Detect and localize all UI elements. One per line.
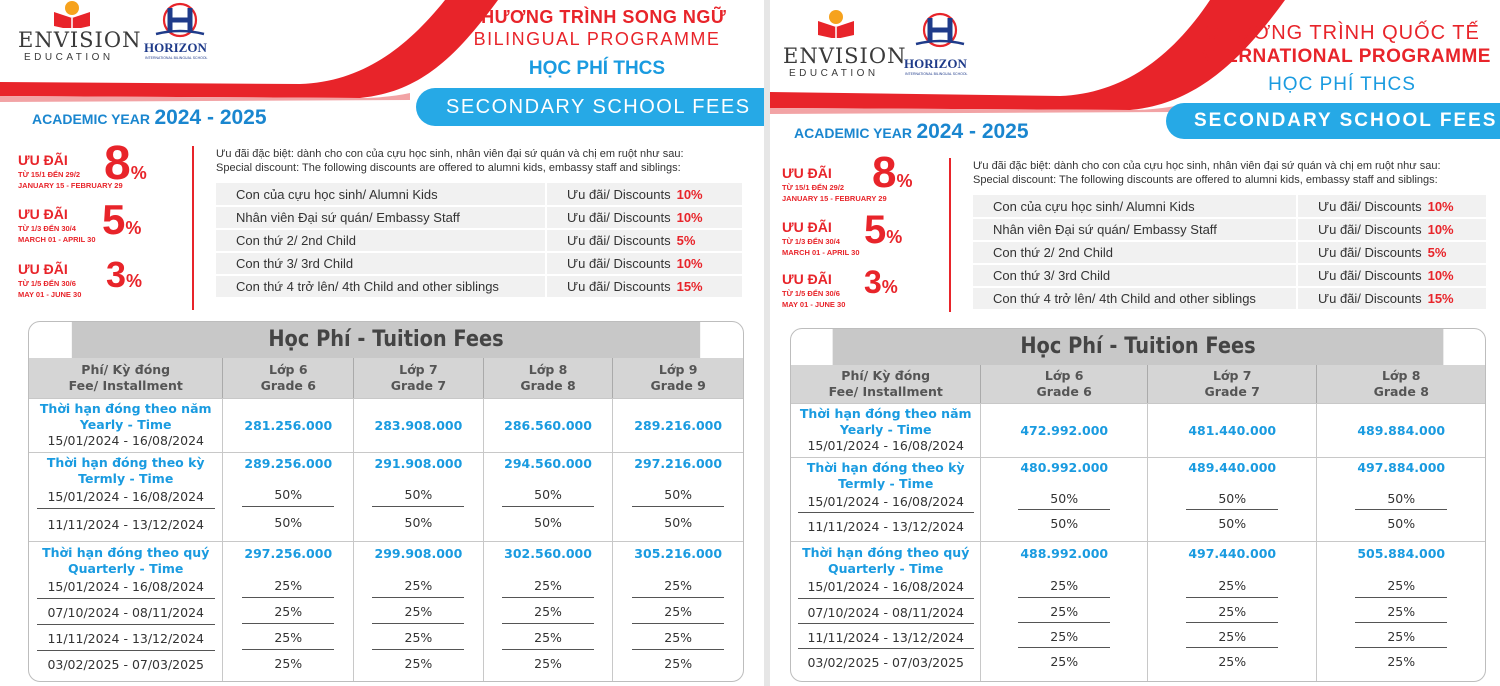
envision-book-icon	[52, 0, 92, 28]
fee-banner: SECONDARY SCHOOL FEES	[416, 88, 764, 126]
quarterly-amount: 305.216.000	[634, 546, 723, 561]
discount-intro	[973, 159, 1441, 187]
termly-pct: 50%	[1387, 516, 1416, 531]
termly-amount: 297.216.000	[634, 456, 723, 471]
fee-banner: SECONDARY SCHOOL FEES	[1166, 103, 1500, 139]
academic-year-value: 2024 - 2025	[916, 120, 1029, 143]
yearly-title-vn: Thời hạn đóng theo năm	[39, 401, 212, 416]
international-fee-sheet	[770, 0, 1500, 686]
header-grade-6: Lớp 6 Grade 6	[222, 358, 353, 398]
promo-1	[18, 137, 168, 195]
envision-sub: EDUCATION	[789, 68, 879, 79]
yearly-amount-g7: 481.440.000	[1147, 404, 1317, 457]
academic-year	[32, 106, 267, 130]
discount-name: Con của cựu học sinh/ Alumni Kids	[216, 183, 546, 206]
quarterly-amount: 297.256.000	[244, 546, 333, 561]
termly-pct: 50%	[502, 487, 594, 507]
academic-year-value: 2024 - 2025	[154, 106, 267, 129]
yearly-label	[791, 404, 980, 457]
horizon-sub: INTERNATIONAL BILINGUAL SCHOOL	[145, 56, 208, 60]
header-grade-6: Lớp 6 Grade 6	[980, 365, 1147, 403]
promo-title: ƯU ĐÃI	[18, 152, 68, 168]
quarterly-date: 07/10/2024 - 08/11/2024	[37, 599, 215, 625]
envision-logo	[780, 8, 907, 79]
horizon-logo	[902, 8, 980, 76]
header-grade-8: Lớp 8 Grade 8	[483, 358, 613, 398]
programme-title-en: BILINGUAL PROGRAMME	[473, 29, 721, 49]
header-installment: Phí/ Kỳ đóng Fee/ Installment	[828, 368, 943, 399]
termly-title-en: Termly - Time	[78, 471, 174, 486]
horizon-sub: INTERNATIONAL BILINGUAL SCHOOL	[905, 72, 968, 76]
quarterly-pct: 25%	[242, 578, 334, 598]
yearly-block	[791, 403, 1485, 457]
yearly-date: 15/01/2024 - 16/08/2024	[807, 438, 964, 453]
discount-row	[973, 218, 1486, 241]
discount-value: Ưu đãi/ Discounts 10%	[546, 252, 742, 275]
quarterly-pct: 25%	[632, 598, 724, 624]
quarterly-amount: 299.908.000	[374, 546, 463, 561]
termly-amount: 489.440.000	[1188, 460, 1277, 475]
programme-title-vn: CHƯƠNG TRÌNH SONG NGỮ	[467, 7, 727, 27]
academic-year-label: ACADEMIC YEAR	[794, 125, 912, 141]
discount-row	[216, 183, 742, 206]
discount-value: Ưu đãi/ Discounts 10%	[1297, 218, 1486, 241]
programme-title-en: INTERNATIONAL PROGRAMME	[1193, 46, 1491, 67]
discount-intro-vn: Ưu đãi đặc biệt: dành cho con của cựu học sinh, nhân viên đại sứ quán và chị em ruột như sau:	[973, 160, 1441, 172]
promo-percent: 8%	[872, 148, 913, 197]
discount-value: Ưu đãi/ Discounts 5%	[1297, 241, 1486, 264]
discount-row	[973, 264, 1486, 287]
promo-percent: 3%	[864, 264, 898, 300]
horizon-name: HORIZON	[904, 56, 967, 71]
termly-pct: 50%	[372, 487, 464, 507]
promo-divider	[949, 158, 951, 312]
quarterly-pct: 25%	[502, 598, 594, 624]
yearly-label	[29, 399, 222, 452]
termly-pct: 50%	[1050, 516, 1079, 531]
quarterly-col-g6	[222, 542, 353, 682]
promo-3	[18, 254, 168, 308]
quarterly-pct: 25%	[1186, 623, 1278, 648]
termly-label	[791, 458, 980, 541]
termly-col-g9	[612, 453, 743, 541]
termly-pct: 50%	[632, 487, 724, 507]
quarterly-title-en: Quarterly - Time	[68, 561, 184, 576]
quarterly-title-vn: Thời hạn đóng theo quý	[42, 545, 210, 560]
yearly-block	[29, 398, 743, 452]
quarterly-pct: 25%	[664, 656, 693, 671]
termly-label	[29, 453, 222, 541]
promo-range-en: MARCH 01 - APRIL 30	[782, 248, 860, 257]
promo-range-vn: TỪ 1/3 ĐẾN 30/4	[18, 224, 76, 233]
quarterly-title-en: Quarterly - Time	[828, 561, 944, 576]
promo-range-vn: TỪ 1/3 ĐẾN 30/4	[782, 237, 840, 246]
quarterly-pct: 25%	[1018, 598, 1110, 623]
termly-pct: 50%	[242, 487, 334, 507]
yearly-amount-g9: 289.216.000	[612, 399, 743, 452]
termly-title-en: Termly - Time	[838, 476, 934, 491]
envision-book-icon	[816, 8, 856, 38]
discount-name: Nhân viên Đại sứ quán/ Embassy Staff	[216, 206, 546, 229]
quarterly-amount: 497.440.000	[1188, 546, 1277, 561]
fee-title-vn: HỌC PHÍ THCS	[1268, 74, 1416, 95]
promo-percent: 8%	[104, 137, 147, 190]
promo-3	[782, 266, 932, 316]
quarterly-col-g7	[353, 542, 483, 682]
academic-year	[794, 120, 1029, 144]
quarterly-label	[791, 542, 980, 681]
quarterly-pct: 25%	[1050, 654, 1079, 669]
discount-row	[216, 252, 742, 275]
quarterly-pct: 25%	[1018, 578, 1110, 598]
termly-amount: 497.884.000	[1357, 460, 1446, 475]
termly-pct: 50%	[1018, 491, 1110, 510]
discount-row	[973, 241, 1486, 264]
quarterly-pct: 25%	[242, 624, 334, 650]
programme-heading	[452, 6, 742, 50]
quarterly-label	[29, 542, 222, 682]
envision-name: ENVISION	[783, 44, 907, 68]
quarterly-pct: 25%	[372, 598, 464, 624]
quarterly-date: 07/10/2024 - 08/11/2024	[798, 599, 974, 624]
discount-value: Ưu đãi/ Discounts 15%	[546, 275, 742, 298]
quarterly-title-vn: Thời hạn đóng theo quý	[802, 545, 970, 560]
header-grade-7: Lớp 7 Grade 7	[1147, 365, 1317, 403]
discount-value: Ưu đãi/ Discounts 10%	[546, 183, 742, 206]
quarterly-pct: 25%	[404, 656, 433, 671]
quarterly-col-g7	[1147, 542, 1317, 681]
discount-name: Nhân viên Đại sứ quán/ Embassy Staff	[973, 218, 1297, 241]
quarterly-pct: 25%	[1218, 654, 1247, 669]
discount-row	[973, 287, 1486, 310]
promo-divider	[192, 146, 194, 310]
discount-name: Con thứ 2/ 2nd Child	[216, 229, 546, 252]
termly-col-g8	[483, 453, 613, 541]
tuition-fees-title: Học Phí - Tuition Fees	[833, 329, 1444, 365]
quarterly-pct: 25%	[1355, 623, 1447, 648]
termly-pct: 50%	[1355, 491, 1447, 510]
termly-pct: 50%	[1218, 516, 1247, 531]
discount-table	[973, 195, 1486, 311]
termly-col-g6	[222, 453, 353, 541]
envision-sub: EDUCATION	[24, 52, 114, 63]
quarterly-pct: 25%	[274, 656, 303, 671]
discount-row	[216, 229, 742, 252]
promo-2	[18, 196, 168, 255]
promo-range-en: MAY 01 - JUNE 30	[782, 300, 846, 309]
promo-title: ƯU ĐÃI	[18, 206, 68, 222]
envision-logo	[14, 0, 142, 64]
promo-range-en: JANUARY 15 - FEBRUARY 29	[18, 181, 123, 190]
quarterly-col-g8	[483, 542, 613, 682]
discount-intro	[216, 147, 684, 175]
quarterly-pct: 25%	[1018, 623, 1110, 648]
termly-pct: 50%	[274, 515, 303, 530]
horizon-emblem-icon	[912, 8, 968, 52]
quarterly-pct: 25%	[632, 624, 724, 650]
promo-percent: 5%	[864, 208, 903, 252]
quarterly-col-g8	[1316, 542, 1485, 681]
termly-pct: 50%	[534, 515, 562, 530]
quarterly-pct: 25%	[372, 578, 464, 598]
promo-title: ƯU ĐÃI	[782, 165, 832, 181]
yearly-amount-g8: 489.884.000	[1316, 404, 1485, 457]
quarterly-date: 11/11/2024 - 13/12/2024	[37, 625, 215, 651]
discount-value: Ưu đãi/ Discounts 10%	[546, 206, 742, 229]
horizon-name: HORIZON	[144, 40, 207, 55]
discount-name: Con của cựu học sinh/ Alumni Kids	[973, 195, 1297, 218]
quarterly-col-g9	[612, 542, 743, 682]
discount-value: Ưu đãi/ Discounts 15%	[1297, 287, 1486, 310]
quarterly-date: 03/02/2025 - 07/03/2025	[807, 655, 964, 670]
promo-percent: 3%	[106, 254, 143, 295]
quarterly-pct: 25%	[242, 598, 334, 624]
quarterly-pct: 25%	[1355, 578, 1447, 598]
yearly-title-vn: Thời hạn đóng theo năm	[799, 406, 972, 421]
discount-intro-en: Special discount: The following discounts are offered to alumni kids, embassy staff and siblings:	[216, 162, 681, 174]
discount-value: Ưu đãi/ Discounts 10%	[1297, 264, 1486, 287]
termly-title-vn: Thời hạn đóng theo kỳ	[46, 455, 205, 470]
discount-row	[216, 206, 742, 229]
termly-amount: 289.256.000	[244, 456, 333, 471]
quarterly-pct: 25%	[372, 624, 464, 650]
programme-title-vn: CHƯƠNG TRÌNH QUỐC TẾ	[1204, 22, 1480, 44]
discount-row	[973, 195, 1486, 218]
yearly-amount-g6: 472.992.000	[980, 404, 1147, 457]
quarterly-date: 15/01/2024 - 16/08/2024	[798, 577, 974, 599]
tuition-header-row	[29, 358, 743, 398]
quarterly-pct: 25%	[1186, 578, 1278, 598]
termly-amount: 294.560.000	[504, 456, 592, 471]
quarterly-date: 03/02/2025 - 07/03/2025	[47, 657, 204, 672]
header-grade-9: Lớp 9 Grade 9	[612, 358, 743, 398]
termly-pct: 50%	[664, 515, 693, 530]
quarterly-amount: 505.884.000	[1357, 546, 1446, 561]
promo-range-en: MAY 01 - JUNE 30	[18, 290, 82, 299]
discount-value: Ưu đãi/ Discounts 10%	[1297, 195, 1486, 218]
promo-range-vn: TỪ 15/1 ĐẾN 29/2	[18, 170, 81, 179]
promo-1	[782, 148, 932, 207]
discount-table	[216, 183, 742, 299]
promo-range-en: JANUARY 15 - FEBRUARY 29	[782, 194, 887, 203]
tuition-header-row	[791, 365, 1485, 403]
promo-range-en: MARCH 01 - APRIL 30	[18, 235, 96, 244]
termly-date: 15/01/2024 - 16/08/2024	[798, 492, 974, 513]
quarterly-pct: 25%	[502, 578, 594, 598]
quarterly-block	[29, 541, 743, 682]
termly-col-g8	[1316, 458, 1485, 541]
tuition-fees-title: Học Phí - Tuition Fees	[72, 322, 700, 358]
quarterly-pct: 25%	[502, 624, 594, 650]
quarterly-date: 15/01/2024 - 16/08/2024	[37, 577, 215, 599]
termly-date: 15/01/2024 - 16/08/2024	[37, 487, 215, 509]
tuition-fees-table	[790, 328, 1486, 682]
promo-title: ƯU ĐÃI	[782, 219, 832, 235]
termly-title-vn: Thời hạn đóng theo kỳ	[806, 460, 965, 475]
discount-name: Con thứ 3/ 3rd Child	[216, 252, 546, 275]
discount-name: Con thứ 2/ 2nd Child	[973, 241, 1297, 264]
discount-intro-en: Special discount: The following discounts are offered to alumni kids, embassy staff and siblings:	[973, 174, 1438, 186]
quarterly-pct: 25%	[632, 578, 724, 598]
quarterly-amount: 488.992.000	[1020, 546, 1109, 561]
quarterly-pct: 25%	[1186, 598, 1278, 623]
promo-2	[782, 208, 932, 267]
header-installment: Phí/ Kỳ đóng Fee/ Installment	[68, 362, 183, 393]
yearly-amount-g7: 283.908.000	[353, 399, 483, 452]
header-grade-7: Lớp 7 Grade 7	[353, 358, 483, 398]
quarterly-amount: 302.560.000	[504, 546, 592, 561]
yearly-amount-g6: 281.256.000	[222, 399, 353, 452]
academic-year-label: ACADEMIC YEAR	[32, 111, 150, 127]
promo-percent: 5%	[102, 196, 142, 243]
fee-title-vn: HỌC PHÍ THCS	[528, 58, 666, 79]
promo-range-vn: TỪ 1/5 ĐẾN 30/6	[18, 279, 76, 288]
tuition-fees-table	[28, 321, 744, 682]
discount-name: Con thứ 4 trở lên/ 4th Child and other siblings	[973, 287, 1297, 310]
quarterly-pct: 25%	[1387, 654, 1416, 669]
termly-pct: 50%	[404, 515, 433, 530]
discount-value: Ưu đãi/ Discounts 5%	[546, 229, 742, 252]
envision-name: ENVISION	[18, 28, 142, 52]
quarterly-pct: 25%	[1355, 598, 1447, 623]
yearly-title-en: Yearly - Time	[839, 422, 932, 437]
yearly-amount-g8: 286.560.000	[483, 399, 613, 452]
header-grade-8: Lớp 8 Grade 8	[1316, 365, 1485, 403]
termly-amount: 480.992.000	[1020, 460, 1109, 475]
yearly-date: 15/01/2024 - 16/08/2024	[47, 433, 204, 448]
discount-row	[216, 275, 742, 298]
termly-pct: 50%	[1186, 491, 1278, 510]
promo-range-vn: TỪ 15/1 ĐẾN 29/2	[782, 183, 845, 192]
promo-title: ƯU ĐÃI	[18, 261, 68, 277]
quarterly-col-g6	[980, 542, 1147, 681]
yearly-title-en: Yearly - Time	[79, 417, 172, 432]
horizon-logo	[142, 0, 220, 64]
termly-block	[791, 457, 1485, 541]
programme-heading	[1190, 22, 1494, 68]
termly-col-g6	[980, 458, 1147, 541]
discount-name: Con thứ 3/ 3rd Child	[973, 264, 1297, 287]
termly-block	[29, 452, 743, 541]
discount-intro-vn: Ưu đãi đặc biệt: dành cho con của cựu học sinh, nhân viên đại sứ quán và chị em ruột như sau:	[216, 148, 684, 160]
termly-col-g7	[1147, 458, 1317, 541]
quarterly-block	[791, 541, 1485, 681]
horizon-emblem-icon	[152, 0, 208, 40]
promo-range-vn: TỪ 1/5 ĐẾN 30/6	[782, 289, 840, 298]
termly-date: 11/11/2024 - 13/12/2024	[807, 519, 964, 534]
discount-name: Con thứ 4 trở lên/ 4th Child and other siblings	[216, 275, 546, 298]
termly-col-g7	[353, 453, 483, 541]
quarterly-pct: 25%	[534, 656, 562, 671]
termly-date: 11/11/2024 - 13/12/2024	[47, 517, 204, 532]
quarterly-date: 11/11/2024 - 13/12/2024	[798, 624, 974, 649]
promo-title: ƯU ĐÃI	[782, 271, 832, 287]
termly-amount: 291.908.000	[374, 456, 463, 471]
